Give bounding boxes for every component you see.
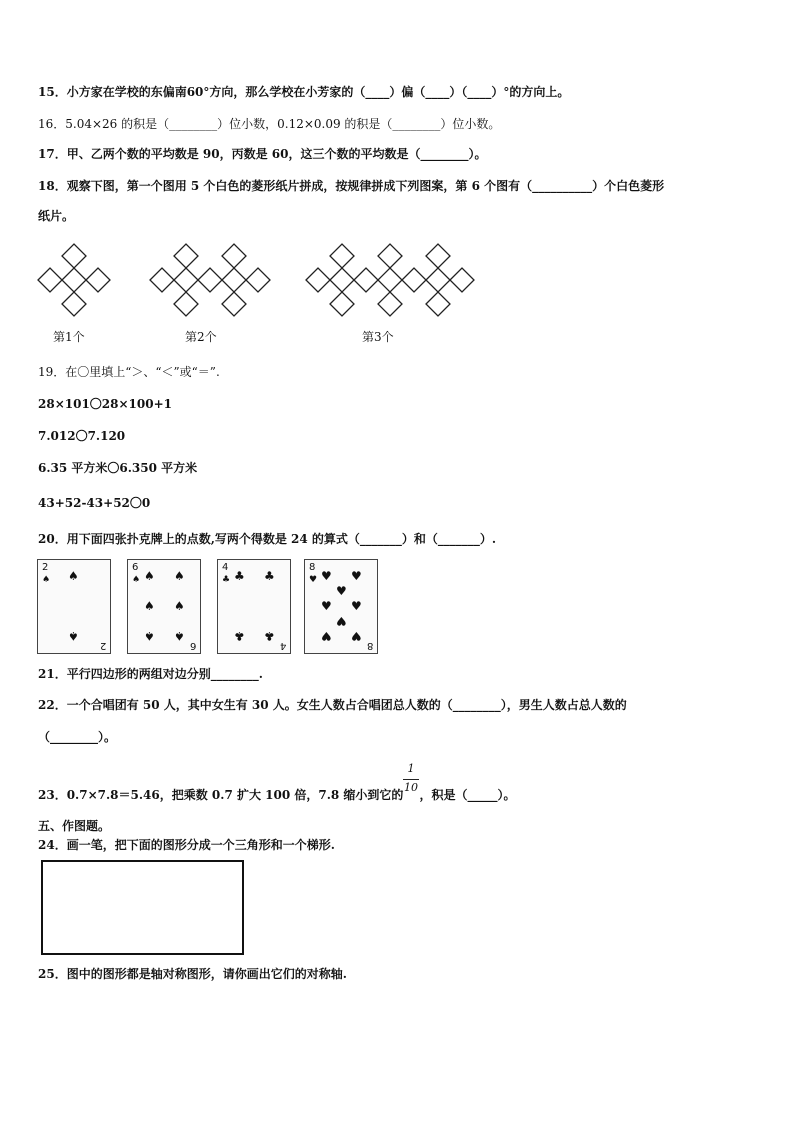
section-5-heading: 五、作图题。 (38, 819, 111, 833)
heart-icon: ♥ (321, 629, 332, 643)
question-22-line2: （________）。 (38, 730, 117, 744)
club-icon: ♣ (264, 569, 275, 583)
spade-icon: ♠ (68, 629, 79, 643)
figure-caption-3: 第3个 (362, 330, 394, 344)
rhombus (330, 244, 354, 268)
rhombus-figure-1 (38, 243, 118, 318)
question-23-tail: ，积是（_____）。 (419, 788, 516, 802)
figure-caption-2: 第2个 (185, 330, 217, 344)
playing-card-6-spades (127, 559, 201, 654)
rhombus (426, 292, 450, 316)
question-19-item-2: 7.012〇7.120 (38, 429, 126, 443)
heart-icon: ♥ (309, 575, 318, 585)
rhombus (222, 268, 246, 292)
rhombus (174, 292, 198, 316)
rhombus (246, 268, 270, 292)
question-18-line1: 18．观察下图，第一个图用 5 个白色的菱形纸片拼成，按规律拼成下列图案，第 6 个图有（__________）个白色菱形 (38, 179, 665, 193)
spade-icon: ♠ (144, 629, 155, 643)
rhombus (62, 292, 86, 316)
heart-icon: ♥ (336, 614, 347, 628)
rhombus (426, 268, 450, 292)
spade-icon: ♠ (42, 575, 51, 585)
question-16: 16．5.04×26 的积是（________）位小数，0.12×0.09 的积是（________）位小数。 (38, 117, 501, 131)
card-rank: 2 (42, 562, 49, 573)
card-rank: 6 (189, 640, 196, 651)
question-17: 17．甲、乙两个数的平均数是 90，丙数是 60，这三个数的平均数是（________）。 (38, 147, 487, 161)
spade-icon: ♠ (174, 569, 185, 583)
rhombus (426, 244, 450, 268)
question-19-item-4: 43+52-43+52〇0 (38, 496, 151, 510)
club-icon: ♣ (234, 629, 245, 643)
heart-icon: ♥ (351, 569, 362, 583)
rhombus (174, 244, 198, 268)
spade-icon: ♠ (68, 569, 79, 583)
rhombus (62, 244, 86, 268)
card-rank: 6 (132, 562, 139, 573)
question-20: 20．用下面四张扑克牌上的点数,写两个得数是 24 的算式（_______）和（_______）. (38, 532, 497, 546)
spade-icon: ♠ (144, 599, 155, 613)
question-19: 19．在〇里填上“＞、“＜”或“＝”. (38, 365, 220, 379)
fraction-numerator: 1 (407, 762, 415, 775)
rhombus (378, 292, 402, 316)
card-rank: 4 (279, 640, 286, 651)
heart-icon: ♥ (336, 584, 347, 598)
spade-icon: ♠ (174, 599, 185, 613)
rhombus (198, 268, 222, 292)
question-23 (38, 787, 515, 803)
rhombus (174, 268, 198, 292)
question-15: 15．小方家在学校的东偏南60°方向，那么学校在小芳家的（____）偏（____）（____）°的方向上。 (38, 85, 570, 99)
fraction-bar (403, 779, 419, 780)
rhombus (222, 292, 246, 316)
club-icon: ♣ (264, 629, 275, 643)
card-rank: 8 (366, 640, 373, 651)
figure-caption-1: 第1个 (53, 330, 85, 344)
card-rank: 4 (222, 562, 229, 573)
card-rank: 8 (309, 562, 316, 573)
rhombus (38, 268, 62, 292)
heart-icon: ♥ (351, 629, 362, 643)
question-19-item-1: 28×101〇28×100+1 (38, 397, 173, 411)
playing-card-4-clubs (217, 559, 291, 654)
question-23-text: 23．0.7×7.8＝5.46，把乘数 0.7 扩大 100 倍，7.8 缩小到它的 (38, 788, 404, 802)
club-icon: ♣ (234, 569, 245, 583)
question-19-item-3: 6.35 平方米〇6.350 平方米 (38, 461, 198, 475)
question-22-line1: 22．一个合唱团有 50 人，其中女生有 30 人。女生人数占合唱团总人数的（________），男生人数占总人数的 (38, 698, 627, 712)
rhombus (222, 244, 246, 268)
rhombus-figure-2 (150, 243, 280, 318)
rhombus (378, 268, 402, 292)
rhombus (62, 268, 86, 292)
rhombus (354, 268, 378, 292)
rhombus (402, 268, 426, 292)
rhombus (378, 244, 402, 268)
club-icon: ♣ (222, 575, 231, 585)
question-25: 25．图中的图形都是轴对称图形，请你画出它们的对称轴. (38, 967, 347, 981)
rhombus (306, 268, 330, 292)
heart-icon: ♥ (321, 599, 332, 613)
rectangle-drawing-area[interactable] (41, 860, 244, 955)
rhombus (330, 292, 354, 316)
playing-card-2-spades (37, 559, 111, 654)
rhombus (450, 268, 474, 292)
spade-icon: ♠ (132, 575, 141, 585)
playing-card-8-hearts (304, 559, 378, 654)
rhombus-figure-3 (306, 243, 486, 318)
heart-icon: ♥ (351, 599, 362, 613)
question-18-line2: 纸片。 (38, 209, 75, 223)
card-rank: 2 (99, 640, 106, 651)
question-21: 21．平行四边形的两组对边分别________. (38, 667, 263, 681)
rhombus (150, 268, 174, 292)
fraction-denominator: 10 (404, 781, 418, 794)
question-24: 24．画一笔，把下面的图形分成一个三角形和一个梯形. (38, 838, 335, 852)
rhombus (86, 268, 110, 292)
spade-icon: ♠ (144, 569, 155, 583)
heart-icon: ♥ (321, 569, 332, 583)
rhombus (330, 268, 354, 292)
spade-icon: ♠ (174, 629, 185, 643)
